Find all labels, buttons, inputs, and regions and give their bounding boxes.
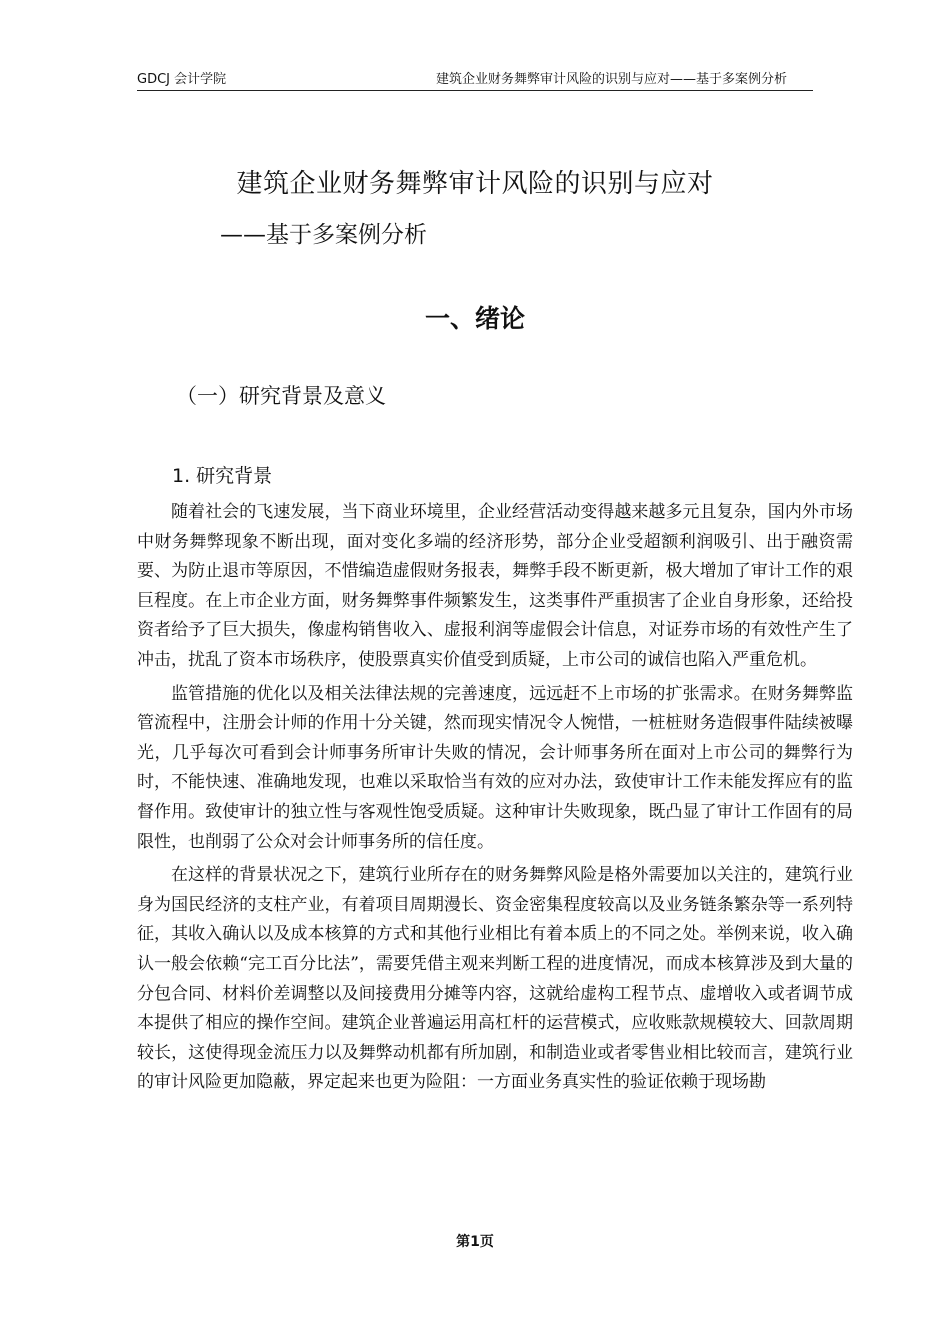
chapter-heading: 一、绪论 <box>424 304 525 333</box>
page-number: 第1页 <box>456 1234 494 1250</box>
header-running-title: 建筑企业财务舞弊审计风险的识别与应对——基于多案例分析 <box>435 72 787 87</box>
header-institution: GDCJ 会计学院 <box>137 72 227 87</box>
subsection-heading: 1. 研究背景 <box>172 465 273 487</box>
body-text <box>137 498 853 1102</box>
document-subtitle: ——基于多案例分析 <box>220 222 427 248</box>
paragraph: 在这样的背景状况之下，建筑行业所存在的财务舞弊风险是格外需要加以关注的，建筑行业身为国民经济的支柱产业，有着项目周期漫长、资金密集程度较高以及业务链条繁杂等一系列特征，其收入确认以及成本核算的方式和其他行业相比有着本质上的不同之处。举例来说，收入确认一般会依赖“完工百分比法”，需要凭借主观来判断工程的进度情况，而成本核算涉及到大量的分包合同、材料价差调整以及间接费用分摊等内容，这就给虚构工程节点、虚增收入或者调节成本提供了相应的操作空间。建筑企业普遍运用高杠杆的运营模式，应收账款规模较大、回款周期较长，这使得现金流压力以及舞弊动机都有所加剧，和制造业或者零售业相比较而言，建筑行业的审计风险更加隐蔽，界定起来也更为险阻：一方面业务真实性的验证依赖于现场勘 <box>137 865 853 1093</box>
document-title: 建筑企业财务舞弊审计风险的识别与应对 <box>236 169 714 199</box>
header-divider <box>137 90 813 91</box>
paragraph: 随着社会的飞速发展，当下商业环境里，企业经营活动变得越来越多元且复杂，国内外市场中财务舞弊现象不断出现，面对变化多端的经济形势，部分企业受超额利润吸引、出于融资需要、为防止退市等原因，不惜编造虚假财务报表，舞弊手段不断更新，极大增加了审计工作的艰巨程度。在上市企业方面，财务舞弊事件频繁发生，这类事件严重损害了企业自身形象，还给投资者给予了巨大损失，像虚构销售收入、虚报利润等虚假会计信息，对证券市场的有效性产生了冲击，扰乱了资本市场秩序，使股票真实价值受到质疑，上市公司的诚信也陷入严重危机。 <box>137 502 853 670</box>
section-heading: （一）研究背景及意义 <box>176 384 386 408</box>
paragraph: 监管措施的优化以及相关法律法规的完善速度，远远赶不上市场的扩张需求。在财务舞弊监管流程中，注册会计师的作用十分关键，然而现实情况令人惋惜，一桩桩财务造假事件陆续被曝光，几乎每次可看到会计师事务所审计失败的情况，会计师事务所在面对上市公司的舞弊行为时，不能快速、准确地发现，也难以采取恰当有效的应对办法，致使审计工作未能发挥应有的监督作用。致使审计的独立性与客观性饱受质疑。这种审计失败现象，既凸显了审计工作固有的局限性，也削弱了公众对会计师事务所的信任度。 <box>137 683 853 852</box>
page-header <box>137 68 813 90</box>
